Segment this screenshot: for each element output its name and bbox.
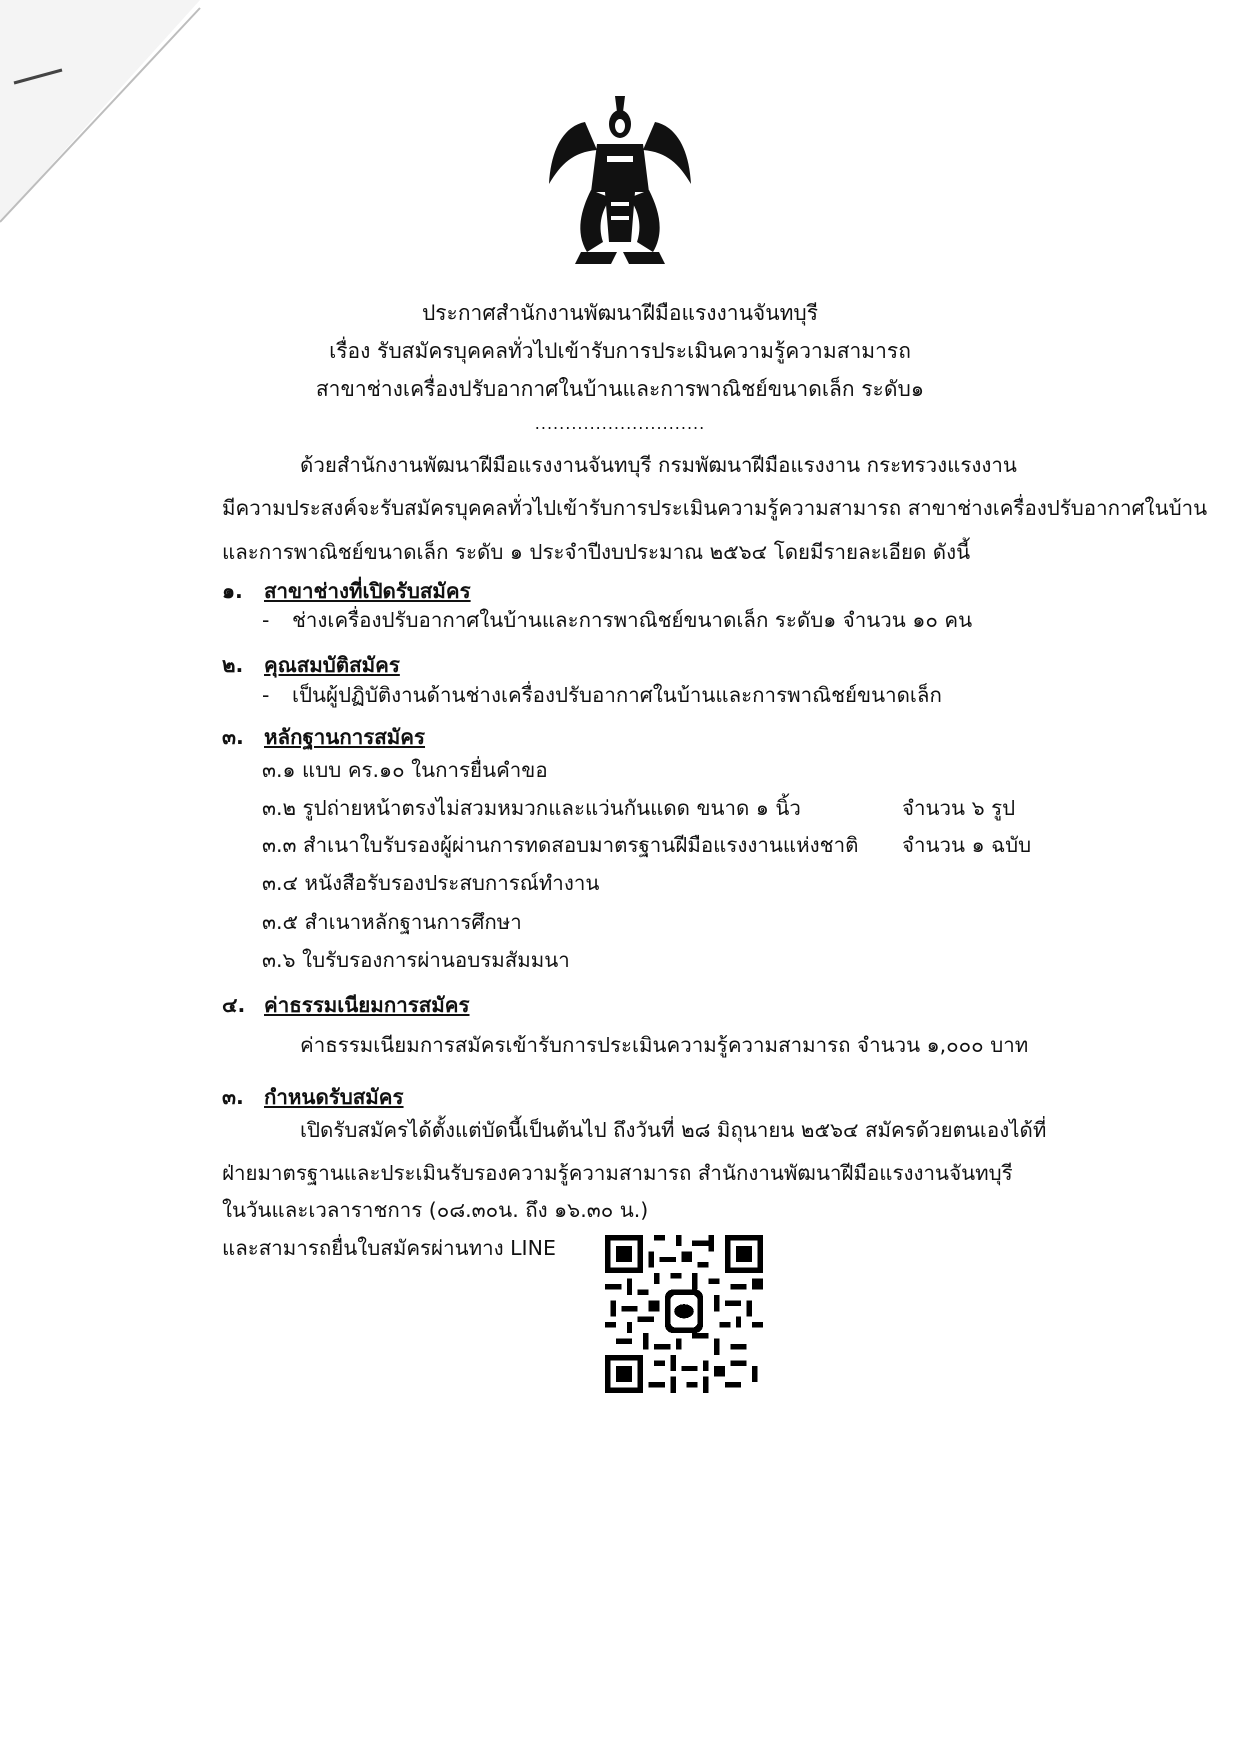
line-apply-text: และสามารถยื่นใบสมัครผ่านทาง LINE	[222, 1236, 556, 1260]
document-quantity: จำนวน ๖ รูป	[902, 796, 1016, 820]
announcement-branch: สาขาช่างเครื่องปรับอากาศในบ้านและการพาณิชย์ขนาดเล็ก ระดับ๑	[315, 377, 925, 401]
section-title: กำหนดรับสมัคร	[264, 1085, 404, 1109]
announcement-subject: เรื่อง รับสมัครบุคคลทั่วไปเข้ารับการประเมินความรู้ความสามารถ	[329, 339, 911, 363]
section-4-heading	[222, 990, 470, 1020]
section-1-item	[262, 605, 972, 635]
document-item: ๓.๖ ใบรับรองการผ่านอบรมสัมมนา	[262, 948, 570, 972]
document-item: ๓.๕ สำเนาหลักฐานการศึกษา	[262, 910, 522, 934]
garuda-emblem-icon	[545, 92, 695, 267]
section-title: ค่าธรรมเนียมการสมัคร	[264, 993, 470, 1017]
document-item: ๓.๑ แบบ คร.๑๐ ในการยื่นคำขอ	[262, 758, 548, 782]
document-item: ๓.๓ สำเนาใบรับรองผู้ผ่านการทดสอบมาตรฐานฝีมือแรงงานแห่งชาติ	[262, 833, 859, 857]
document-item: ๓.๔ หนังสือรับรองประสบการณ์ทำงาน	[262, 871, 600, 895]
section-title: หลักฐานการสมัคร	[264, 725, 426, 749]
section-number: ๔.	[222, 993, 246, 1017]
intro-paragraph-line1: ด้วยสำนักงานพัฒนาฝีมือแรงงานจันทบุรี กรมพัฒนาฝีมือแรงงาน กระทรวงแรงงาน	[300, 453, 1017, 477]
title-separator: ............................	[534, 414, 706, 433]
intro-paragraph-line3: และการพาณิชย์ขนาดเล็ก ระดับ ๑ ประจำปีงบประมาณ ๒๕๖๔ โดยมีรายละเอียด ดังนี้	[222, 540, 971, 564]
schedule-line: ในวันและเวลาราชการ (๐๘.๓๐น. ถึง ๑๖.๓๐ น.)	[222, 1198, 649, 1222]
section-2-heading	[222, 650, 400, 680]
section-number: ๒.	[222, 653, 244, 677]
section-1-heading	[222, 576, 471, 606]
section-number: ๓.	[222, 725, 244, 749]
fee-text: ค่าธรรมเนียมการสมัครเข้ารับการประเมินความรู้ความสามารถ จำนวน ๑,๐๐๐ บาท	[300, 1033, 1029, 1057]
section-title: สาขาช่างที่เปิดรับสมัคร	[264, 579, 471, 603]
section-3-heading	[222, 722, 425, 752]
document-quantity: จำนวน ๑ ฉบับ	[902, 833, 1032, 857]
section-number: ๓.	[222, 1085, 244, 1109]
bullet-dash: -	[262, 683, 270, 707]
intro-paragraph-line2: มีความประสงค์จะรับสมัครบุคคลทั่วไปเข้ารับการประเมินความรู้ความสามารถ สาขาช่างเครื่องปรับอากาศในบ้าน	[222, 496, 1208, 520]
announcement-title: ประกาศสำนักงานพัฒนาฝีมือแรงงานจันทบุรี	[421, 301, 819, 325]
item-text: ช่างเครื่องปรับอากาศในบ้านและการพาณิชย์ขนาดเล็ก ระดับ๑ จำนวน ๑๐ คน	[292, 608, 973, 632]
document-item: ๓.๒ รูปถ่ายหน้าตรงไม่สวมหมวกและแว่นกันแดด ขนาด ๑ นิ้ว	[262, 796, 801, 820]
schedule-line: เปิดรับสมัครได้ตั้งแต่บัดนี้เป็นต้นไป ถึงวันที่ ๒๘ มิถุนายน ๒๕๖๔ สมัครด้วยตนเองได้ที่	[300, 1118, 1047, 1142]
section-title: คุณสมบัติสมัคร	[264, 653, 400, 677]
schedule-line: ฝ่ายมาตรฐานและประเมินรับรองความรู้ความสามารถ สำนักงานพัฒนาฝีมือแรงงานจันทบุรี	[222, 1161, 1013, 1185]
section-number: ๑.	[222, 579, 243, 603]
bullet-dash: -	[262, 608, 270, 632]
item-text: เป็นผู้ปฏิบัติงานด้านช่างเครื่องปรับอากาศในบ้านและการพาณิชย์ขนาดเล็ก	[292, 683, 942, 707]
section-2-item	[262, 680, 942, 710]
section-5-heading	[222, 1082, 404, 1112]
folded-corner-mark	[0, 0, 210, 230]
line-qr-code-icon	[605, 1235, 763, 1393]
